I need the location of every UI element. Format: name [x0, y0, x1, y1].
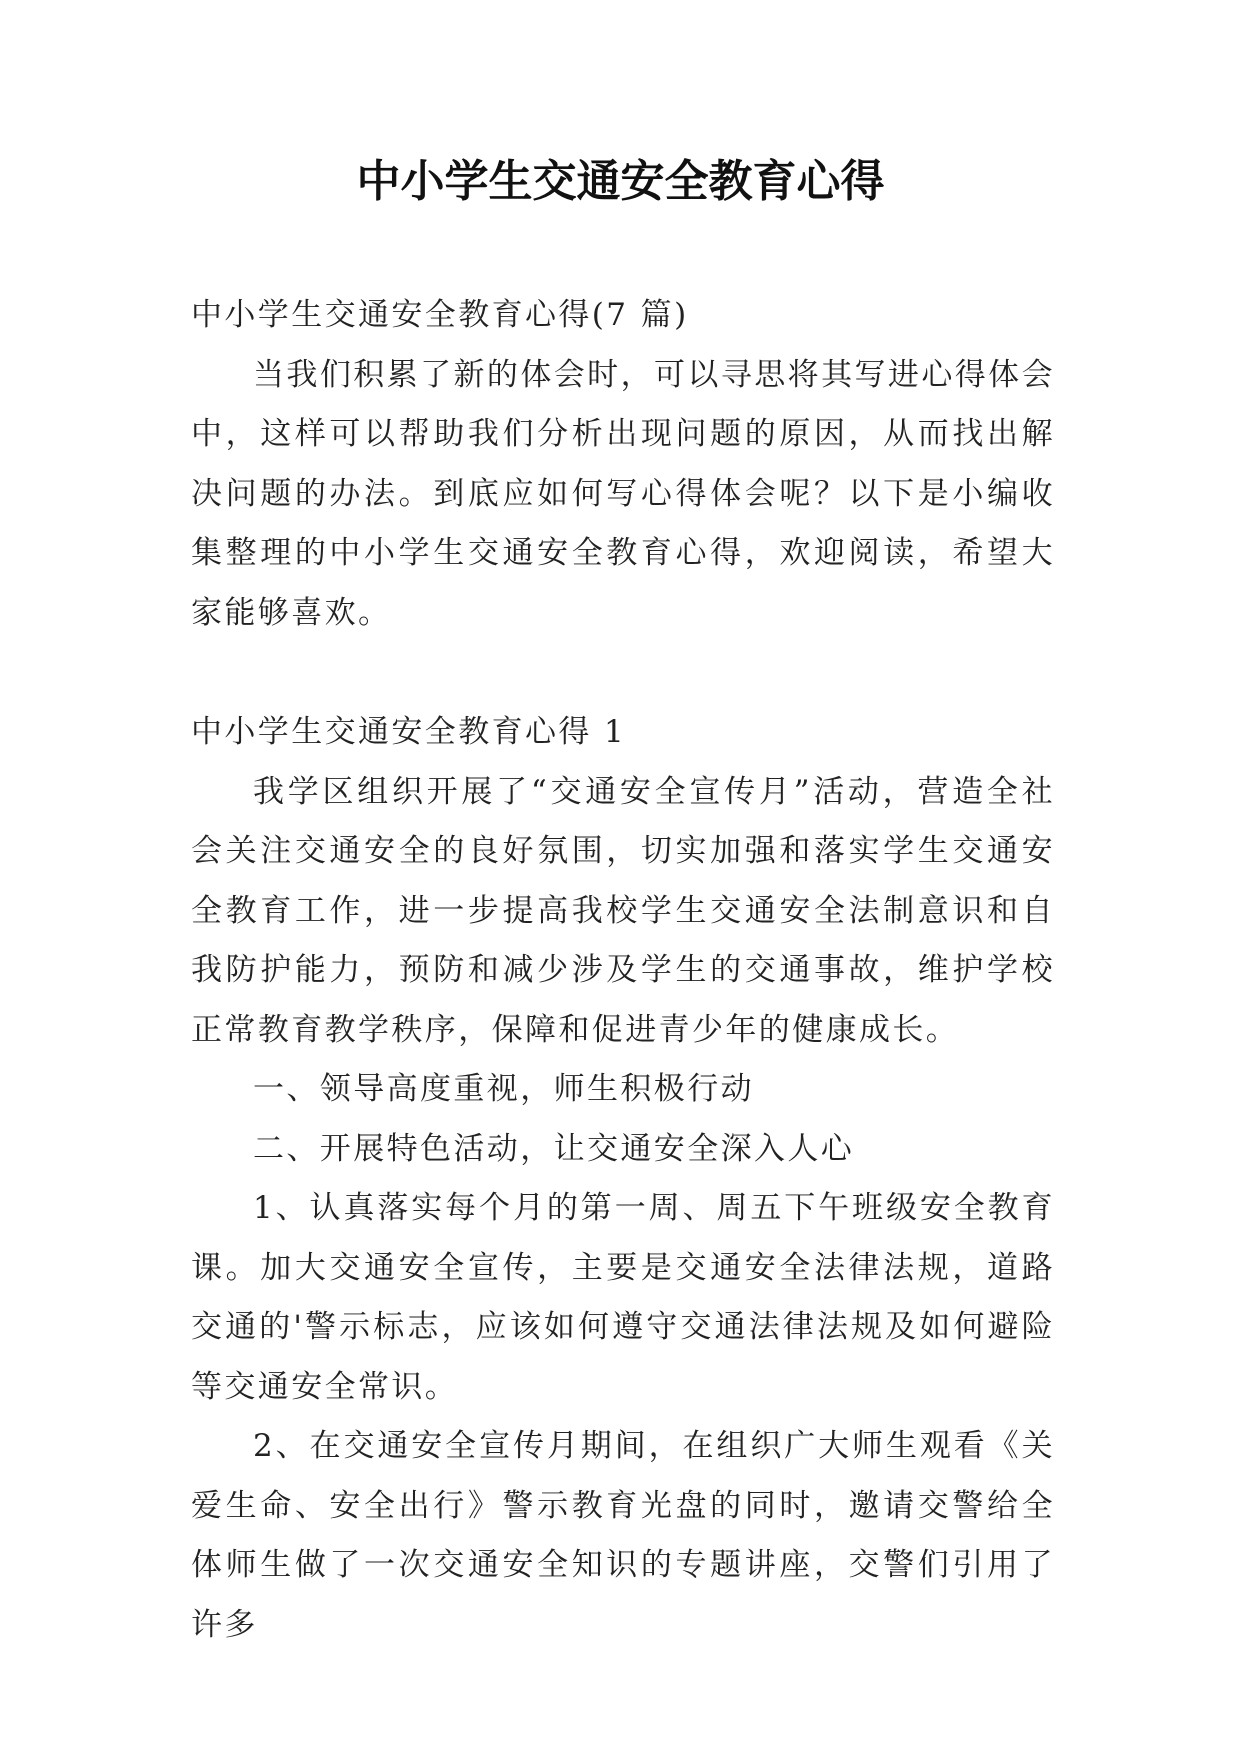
- intro-paragraph: 当我们积累了新的体会时，可以寻思将其写进心得体会中，这样可以帮助我们分析出现问题的原因，从而找出解决问题的办法。到底应如何写心得体会呢？以下是小编收集整理的中小学生交通安全教育心得，欢迎阅读，希望大家能够喜欢。: [191, 356, 1055, 631]
- document-title: 中小学生交通安全教育心得: [356, 156, 885, 207]
- document-body: [191, 286, 1055, 1655]
- body-paragraph: 我学区组织开展了“交通安全宣传月”活动，营造全社会关注交通安全的良好氛围，切实加强和落实学生交通安全教育工作，进一步提高我校学生交通安全法制意识和自我防护能力，预防和减少涉及学生的交通事故，维护学校正常教育教学秩序，保障和促进青少年的健康成长。: [191, 773, 1055, 1048]
- body-paragraph: 1、认真落实每个月的第一周、周五下午班级安全教育课。加大交通安全宣传，主要是交通安全法律法规，道路交通的'警示标志，应该如何遵守交通法律法规及如何避险等交通安全常识。: [191, 1190, 1055, 1405]
- section-gap: [191, 643, 1055, 703]
- list-heading: 一、领导高度重视，师生积极行动: [253, 1071, 754, 1107]
- list-heading: 二、开展特色活动，让交通安全深入人心: [253, 1130, 855, 1167]
- document-subtitle: 中小学生交通安全教育心得(7 篇): [191, 297, 689, 333]
- body-paragraph: 2、在交通安全宣传月期间，在组织广大师生观看《关爱生命、安全出行》警示教育光盘的同时，邀请交警给全体师生做了一次交通安全知识的专题讲座，交警们引用了许多: [191, 1428, 1055, 1643]
- section-heading: 中小学生交通安全教育心得 1: [191, 714, 627, 750]
